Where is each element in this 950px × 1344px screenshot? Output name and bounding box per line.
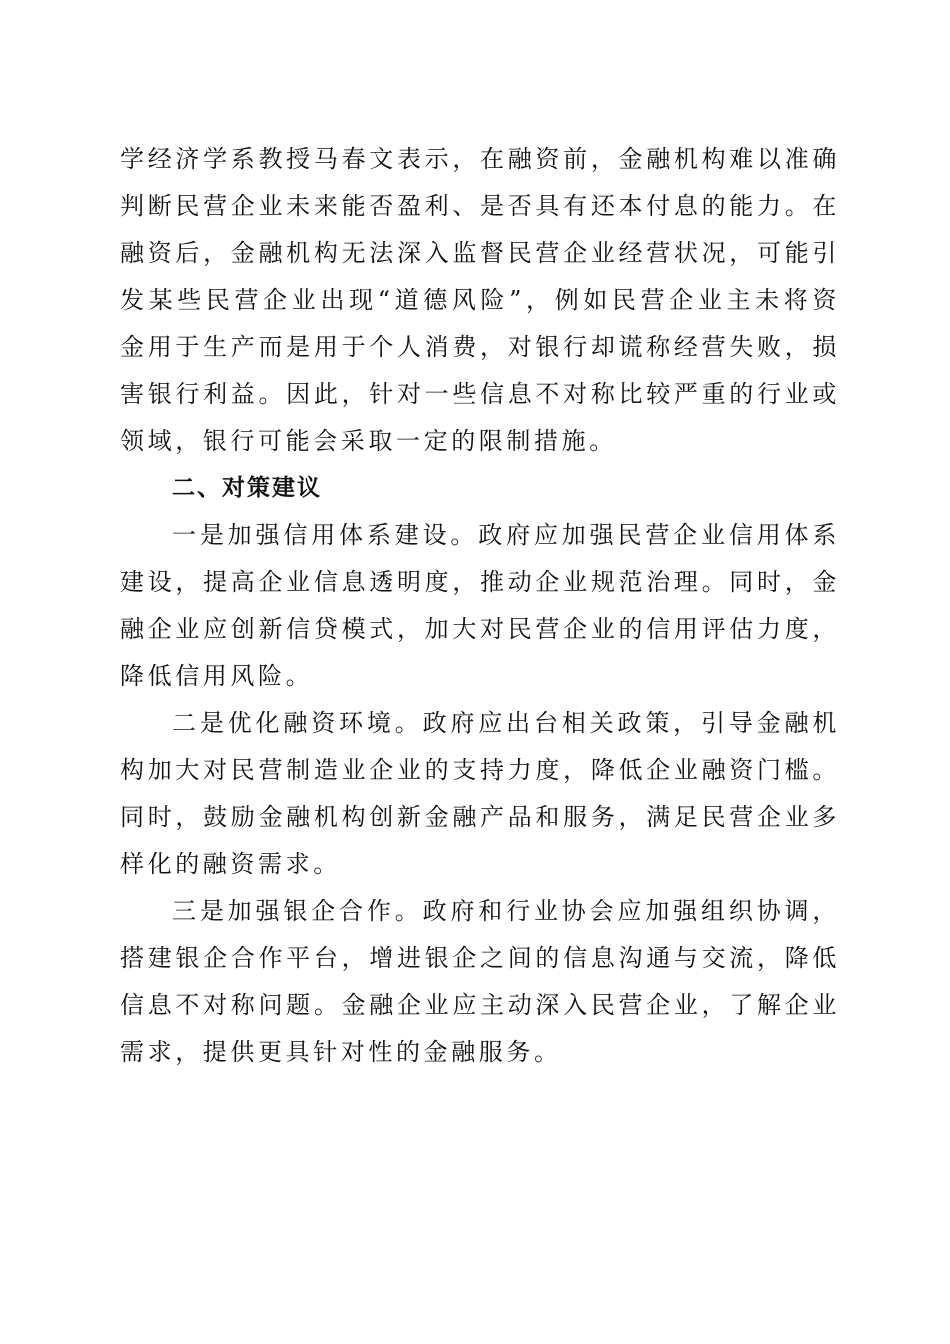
suggestion-paragraph-2 xyxy=(120,700,840,888)
suggestion-paragraph-1 xyxy=(120,512,840,700)
section-heading: 二、对策建议 xyxy=(172,475,322,501)
intro-paragraph: 学经济学系教授马春文表示，在融资前，金融机构难以准确判断民营企业未来能否盈利、是否具有还本付息的能力。在融资后，金融机构无法深入监督民营企业经营状况，可能引发某些民营企业出现“道德风险”，例如民营企业主未将资金用于生产而是用于个人消费，对银行却谎称经营失败，损害银行利益。因此，针对一些信息不对称比较严重的行业或领域，银行可能会采取一定的限制措施。 xyxy=(120,145,840,455)
suggestion-body-1: 政府应加强民营企业信用体系建设，提高企业信息透明度，推动企业规范治理。同时，金融企业应创新信贷模式，加大对民营企业的信用评估力度，降低信用风险。 xyxy=(120,521,840,690)
suggestion-lead-1: 一是加强信用体系建设。 xyxy=(172,521,479,549)
suggestion-body-3: 政府和行业协会应加强组织协调，搭建银企合作平台，增进银企之间的信息沟通与交流，降低信息不对称问题。金融企业应主动深入民营企业，了解企业需求，提供更具针对性的金融服务。 xyxy=(120,897,840,1066)
suggestion-body-2: 政府应出台相关政策，引导金融机构加大对民营制造业企业的支持力度，降低企业融资门槛。同时，鼓励金融机构创新金融产品和服务，满足民营企业多样化的融资需求。 xyxy=(120,709,840,878)
suggestion-paragraph-3 xyxy=(120,888,840,1076)
suggestion-lead-3: 三是加强银企合作。 xyxy=(172,897,423,925)
suggestion-lead-2: 二是优化融资环境。 xyxy=(172,709,423,737)
document-body xyxy=(120,136,840,1076)
